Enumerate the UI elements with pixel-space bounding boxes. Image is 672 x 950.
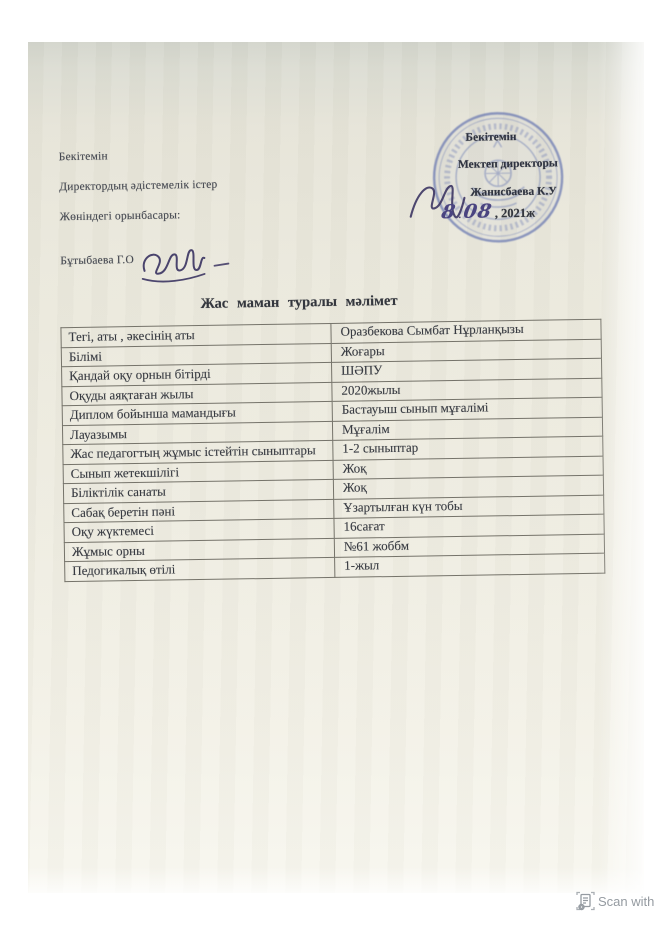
young-specialist-table	[60, 319, 605, 582]
row-label: Сабақ беретін пәні	[64, 499, 334, 523]
row-label: Сынып жетекшілігі	[63, 460, 333, 484]
paper-edge-fade	[28, 867, 644, 893]
row-label: Лауазымы	[62, 421, 332, 445]
row-label: Педогикалық өтілі	[65, 557, 335, 581]
approval-block-left	[59, 139, 234, 276]
handwritten-month: 08	[461, 200, 494, 223]
row-value: 16сағат	[334, 513, 604, 537]
scanned-paper	[28, 42, 644, 893]
approval-left-line2: Директордың әдістемелік істер	[59, 178, 218, 194]
row-value: Мұғалім	[332, 416, 602, 440]
row-label: Жас педагогтың жұмыс істейтін сыныптары	[63, 440, 333, 464]
document-content	[23, 37, 652, 898]
row-value: ШӘПУ	[331, 357, 601, 381]
row-value: 2020жылы	[332, 377, 602, 401]
scan-watermark-label: Scan with	[598, 894, 655, 909]
row-label: Диплом бойынша мамандығы	[62, 401, 332, 425]
row-value: 1-2 сыныптар	[333, 435, 603, 459]
approval-right-line3: Жанисбаева К.У	[470, 185, 557, 199]
row-label: Тегі, аты , әкесінің аты	[61, 323, 331, 347]
row-label: Қандай оқу орнын бітірді	[62, 362, 332, 386]
row-value: Жоғары	[331, 338, 601, 362]
row-value: 1-жыл	[335, 552, 605, 576]
row-value: Жоқ	[333, 474, 603, 498]
scan-watermark	[576, 891, 654, 912]
approval-right-line1: Бекітемін	[465, 131, 517, 144]
row-label: Біліктілік санаты	[63, 479, 333, 503]
approval-date	[441, 200, 535, 223]
row-value: Оразбекова Сымбат Нұрланқызы	[331, 318, 601, 342]
approval-left-line3: Жөніндегі орынбасары:	[59, 209, 181, 224]
info-table-body	[61, 319, 605, 581]
approval-left-line1: Бекітемін	[58, 150, 108, 164]
row-value: Жоқ	[333, 455, 603, 479]
date-year: , 2021ж	[494, 205, 536, 221]
approval-right-line2: Мектеп директоры	[457, 157, 558, 171]
row-label: Оқу жүктемесі	[64, 518, 334, 542]
paper-edge-fade	[598, 42, 644, 893]
handwritten-day: 8	[439, 200, 458, 224]
approval-left-line4: Бұтыбаева Г.О	[60, 254, 135, 268]
document-title: Жас маман туралы мәлімет	[200, 292, 398, 312]
signature-left	[138, 239, 234, 284]
row-value: Бастауыш сынып мұғалімі	[332, 396, 602, 420]
row-value: №61 жоббм	[334, 533, 604, 557]
scanner-icon	[576, 891, 595, 912]
row-value: Ұзартылған күн тобы	[334, 494, 604, 518]
row-label: Жұмыс орны	[64, 538, 334, 562]
row-label: Білімі	[61, 343, 331, 367]
handwritten-separator: .	[457, 206, 462, 222]
row-label: Оқуды аяқтаған жылы	[62, 382, 332, 406]
